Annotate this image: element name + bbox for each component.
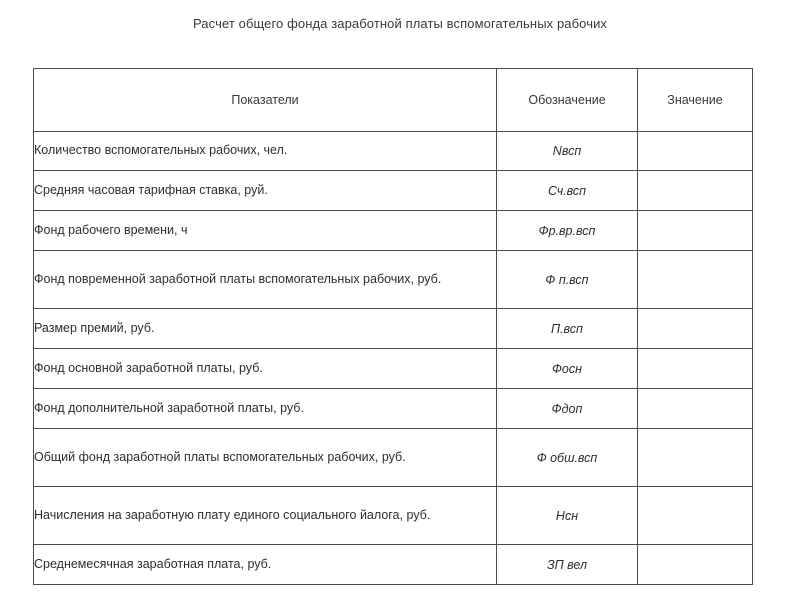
- cell-indicator: Фонд основной заработной платы, руб.: [34, 349, 497, 389]
- cell-indicator: Средняя часовая тарифная ставка, руй.: [34, 171, 497, 211]
- cell-value[interactable]: [638, 211, 753, 251]
- table-row: [34, 251, 753, 309]
- table-row: [34, 545, 753, 585]
- column-header-indicator: Показатели: [34, 69, 497, 132]
- cell-value[interactable]: [638, 309, 753, 349]
- cell-value[interactable]: [638, 349, 753, 389]
- cell-indicator: Среднемесячная заработная плата, руб.: [34, 545, 497, 585]
- cell-symbol: Нсн: [497, 487, 638, 545]
- table-header-row: [34, 69, 753, 132]
- column-header-symbol: Обозначение: [497, 69, 638, 132]
- cell-indicator: Фонд дополнительной заработной платы, руб.: [34, 389, 497, 429]
- cell-indicator: Начисления на заработную плату единого социального йалога, руб.: [34, 487, 497, 545]
- cell-value[interactable]: [638, 389, 753, 429]
- table-header: [34, 69, 753, 132]
- cell-symbol: Ф п.всп: [497, 251, 638, 309]
- cell-value[interactable]: [638, 429, 753, 487]
- table-row: [34, 211, 753, 251]
- table-row: [34, 132, 753, 171]
- page-title: Расчет общего фонда заработной платы вспомогательных рабочих: [192, 16, 608, 31]
- table-row: [34, 389, 753, 429]
- table-container: [33, 68, 752, 585]
- cell-indicator: Фонд повременной заработной платы вспомогательных рабочих, руб.: [34, 251, 497, 309]
- table-row: [34, 171, 753, 211]
- cell-symbol: Ф обш.всп: [497, 429, 638, 487]
- cell-indicator: Количество вспомогательных рабочих, чел.: [34, 132, 497, 171]
- cell-symbol: Сч.всп: [497, 171, 638, 211]
- cell-indicator: Общий фонд заработной платы вспомогательных рабочих, руб.: [34, 429, 497, 487]
- cell-value[interactable]: [638, 487, 753, 545]
- cell-value[interactable]: [638, 132, 753, 171]
- cell-symbol: Фдоп: [497, 389, 638, 429]
- cell-value[interactable]: [638, 545, 753, 585]
- wage-fund-table: [33, 68, 753, 585]
- cell-indicator: Размер премий, руб.: [34, 309, 497, 349]
- table-row: [34, 349, 753, 389]
- cell-value[interactable]: [638, 171, 753, 211]
- cell-indicator: Фонд рабочего времени, ч: [34, 211, 497, 251]
- cell-symbol: Фр.вр.всп: [497, 211, 638, 251]
- cell-symbol: Nвсп: [497, 132, 638, 171]
- table-body: [34, 132, 753, 585]
- cell-value[interactable]: [638, 251, 753, 309]
- table-row: [34, 487, 753, 545]
- cell-symbol: Фосн: [497, 349, 638, 389]
- table-row: [34, 309, 753, 349]
- table-row: [34, 429, 753, 487]
- cell-symbol: П.всп: [497, 309, 638, 349]
- column-header-value: Значение: [638, 69, 753, 132]
- cell-symbol: ЗП вел: [497, 545, 638, 585]
